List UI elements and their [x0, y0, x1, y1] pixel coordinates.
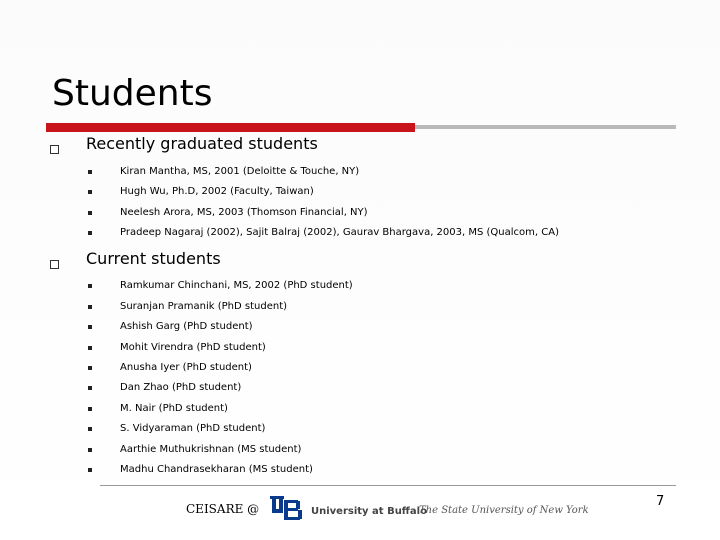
- square-bullet-icon: [88, 190, 92, 194]
- title-underline-gray: [415, 125, 676, 129]
- square-bullet-icon: [88, 346, 92, 350]
- square-bullet-icon: [88, 366, 92, 370]
- square-bullet-icon: [88, 448, 92, 452]
- page-number: 7: [656, 494, 665, 509]
- list-item-text: Suranjan Pramanik (PhD student): [120, 301, 288, 312]
- square-bullet-icon: [88, 305, 92, 309]
- ub-logo-icon: [270, 496, 306, 520]
- square-bullet-icon: [88, 325, 92, 329]
- square-bullet-icon: [88, 231, 92, 235]
- list-item-text: Dan Zhao (PhD student): [120, 382, 242, 393]
- list-item-text: Ramkumar Chinchani, MS, 2002 (PhD student): [120, 280, 353, 291]
- list-item-text: Mohit Virendra (PhD student): [120, 342, 266, 353]
- list-item-text: M. Nair (PhD student): [120, 403, 228, 414]
- list-item-text: Pradeep Nagaraj (2002), Sajit Balraj (2002), Gaurav Bhargava, 2003, MS (Qualcom, CA): [120, 227, 559, 238]
- list-item-text: Hugh Wu, Ph.D, 2002 (Faculty, Taiwan): [120, 186, 314, 197]
- section-recently-graduated: [50, 134, 318, 154]
- list-item-text: Kiran Mantha, MS, 2001 (Deloitte & Touche, NY): [120, 166, 360, 177]
- square-bullet-icon: [88, 170, 92, 174]
- footer-divider: [100, 485, 676, 486]
- section-current-students: [50, 249, 221, 269]
- footer-text: CEISARE @: [186, 502, 260, 516]
- section-heading: Recently graduated students: [86, 134, 318, 153]
- title-underline-red: [46, 123, 415, 132]
- suny-tagline: The State University of New York: [419, 505, 589, 516]
- list-item-text: Ashish Garg (PhD student): [120, 321, 253, 332]
- square-bullet-icon: [88, 386, 92, 390]
- list-item-text: Neelesh Arora, MS, 2003 (Thomson Financial, NY): [120, 207, 368, 218]
- hollow-square-bullet-icon: [50, 260, 59, 269]
- square-bullet-icon: [88, 468, 92, 472]
- square-bullet-icon: [88, 407, 92, 411]
- list-item-text: Aarthie Muthukrishnan (MS student): [120, 444, 302, 455]
- list-item-text: Madhu Chandrasekharan (MS student): [120, 464, 313, 475]
- hollow-square-bullet-icon: [50, 145, 59, 154]
- list-item-text: Anusha Iyer (PhD student): [120, 362, 252, 373]
- square-bullet-icon: [88, 211, 92, 215]
- slide-title: Students: [52, 73, 213, 114]
- section-heading: Current students: [86, 249, 221, 268]
- square-bullet-icon: [88, 284, 92, 288]
- university-name: University at Buffalo: [311, 506, 427, 517]
- square-bullet-icon: [88, 427, 92, 431]
- list-item-text: S. Vidyaraman (PhD student): [120, 423, 266, 434]
